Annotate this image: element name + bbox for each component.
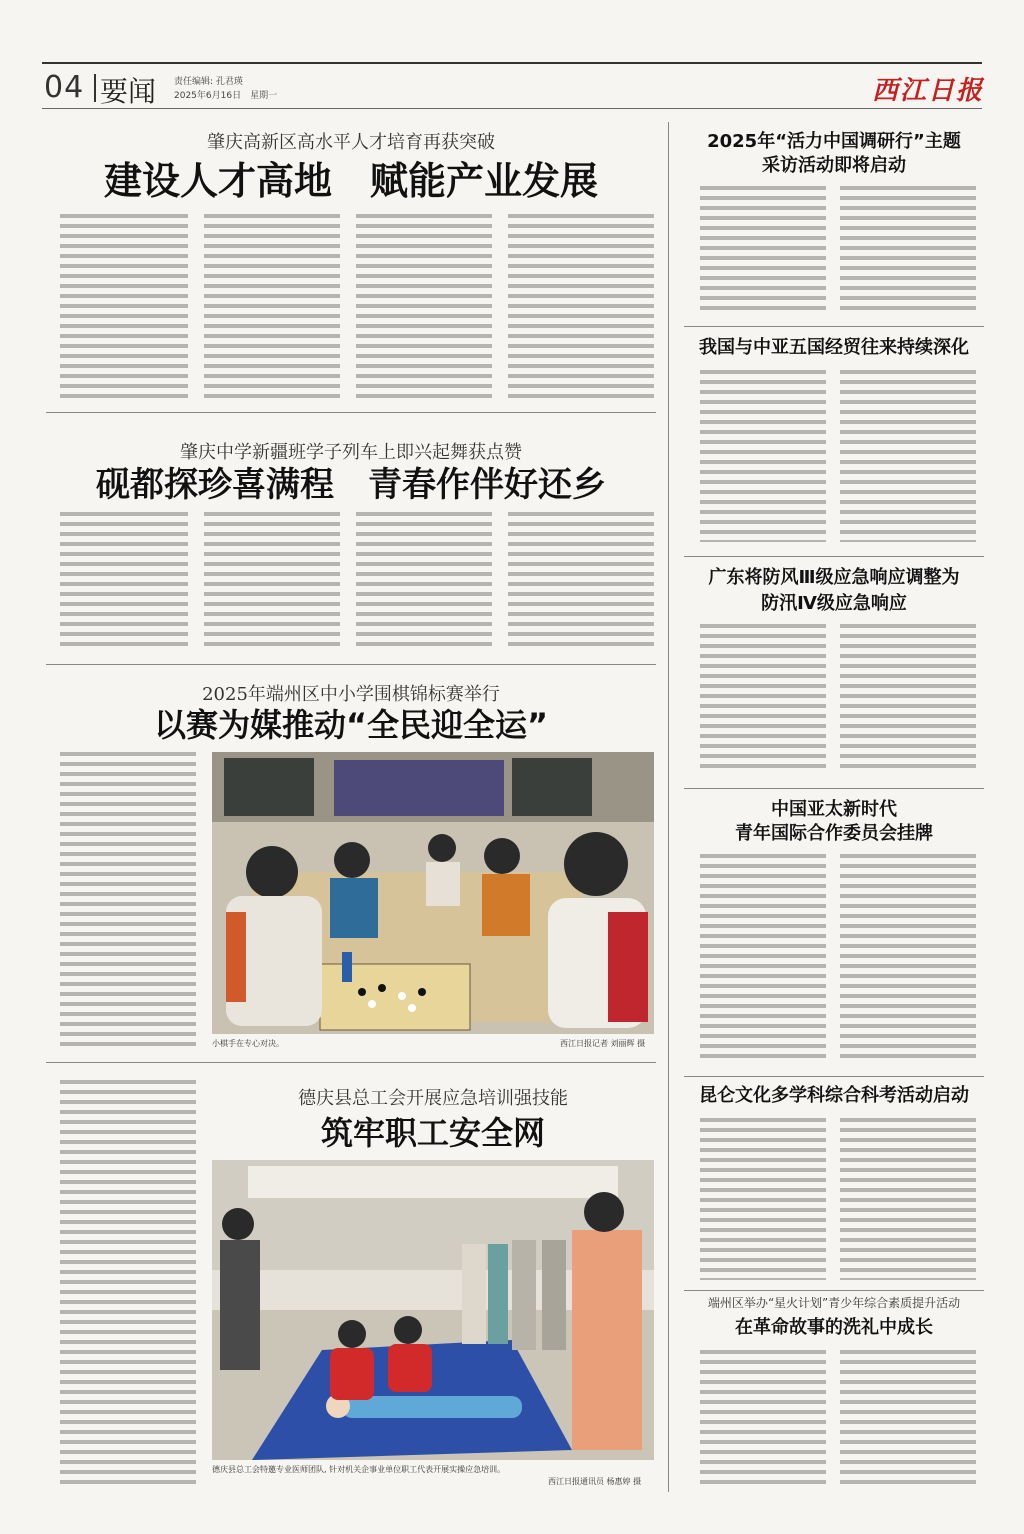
- first-aid-caption: 德庆县总工会特邀专业医师团队, 针对机关企事业单位职工代表开展实操应急培训。: [212, 1465, 506, 1474]
- go-tournament-illustration: [212, 752, 654, 1034]
- story4-headline: 筑牢职工安全网: [320, 1114, 545, 1152]
- right-story1-text-col2: [840, 186, 976, 316]
- right-story6-text-col2: [840, 1350, 976, 1484]
- right-story6-text-col1: [700, 1350, 826, 1484]
- story1-headline: 建设人才高地 赋能产业发展: [103, 159, 598, 203]
- go-photo-caption: 小棋手在专心对决。: [212, 1039, 284, 1048]
- story1-text-col2: [204, 214, 340, 400]
- page-number: 04: [44, 70, 85, 105]
- right-story4-text-col2: [840, 854, 976, 1064]
- story2-headline: 砚都探珍喜满程 青春作伴好还乡: [96, 465, 606, 505]
- story2-kicker: 肇庆中学新疆班学子列车上即兴起舞获点赞: [180, 442, 522, 463]
- divider: [684, 556, 984, 557]
- right-story3-text-col2: [840, 624, 976, 774]
- divider: [684, 788, 984, 789]
- divider: [684, 1076, 984, 1077]
- masthead-logo: 西江日报: [872, 76, 985, 106]
- right-story2-text-col1: [700, 370, 826, 542]
- date-line: 2025年6月16日 星期一: [174, 91, 278, 101]
- story3-kicker: 2025年端州区中小学围棋锦标赛举行: [202, 684, 500, 705]
- right-story6-kicker: 端州区举办“星火计划”青少年综合素质提升活动: [707, 1296, 961, 1310]
- right-story5-headline: 昆仑文化多学科综合科考活动启动: [699, 1085, 969, 1106]
- right-story3-text-col1: [700, 624, 826, 774]
- right-story2-headline: 我国与中亚五国经贸往来持续深化: [699, 337, 969, 358]
- right-story4-headline-line2: 青年国际合作委员会挂牌: [735, 823, 933, 844]
- divider: [684, 326, 984, 327]
- right-story1-headline-line1: 2025年“活力中国调研行”主题: [707, 131, 961, 152]
- first-aid-illustration: [212, 1160, 654, 1460]
- divider: [46, 664, 656, 665]
- right-story2-text-col2: [840, 370, 976, 542]
- story2-text-col1: [60, 512, 188, 652]
- first-aid-training-photo: [212, 1160, 654, 1460]
- editor-line: 责任编辑: 孔君瑛: [174, 77, 243, 87]
- right-story3-headline-line2: 防汛Ⅳ级应急响应: [761, 593, 907, 614]
- story1-text-col3: [356, 214, 492, 400]
- story4-text-col1: [60, 1080, 196, 1484]
- story3-text-col1: [60, 752, 196, 1048]
- story2-text-col2: [204, 512, 340, 652]
- header-rule: [42, 108, 982, 109]
- divider: [684, 1290, 984, 1291]
- story3-headline: 以赛为媒推动“全民迎全运”: [153, 706, 549, 744]
- right-story4-headline-line1: 中国亚太新时代: [771, 799, 897, 820]
- header-separator: [94, 74, 96, 102]
- go-tournament-photo: [212, 752, 654, 1034]
- divider: [46, 1062, 656, 1063]
- right-story1-headline-line2: 采访活动即将启动: [762, 155, 906, 176]
- story1-text-col1: [60, 214, 188, 400]
- first-aid-credit: 西江日报通讯员 杨惠婷 摄: [548, 1477, 642, 1486]
- section-title: 要闻: [100, 75, 157, 108]
- story2-text-col4: [508, 512, 654, 652]
- right-story4-text-col1: [700, 854, 826, 1064]
- header-top-rule: [42, 62, 982, 64]
- story1-text-col4: [508, 214, 654, 400]
- right-story1-text-col1: [700, 186, 826, 316]
- right-story5-text-col1: [700, 1118, 826, 1280]
- story2-text-col3: [356, 512, 492, 652]
- column-divider: [668, 122, 669, 1492]
- go-photo-credit: 西江日报记者 刘丽辉 摄: [560, 1039, 646, 1048]
- divider: [46, 412, 656, 413]
- right-story5-text-col2: [840, 1118, 976, 1280]
- right-story3-headline-line1: 广东将防风Ⅲ级应急响应调整为: [708, 567, 960, 588]
- story4-kicker: 德庆县总工会开展应急培训强技能: [298, 1088, 568, 1109]
- right-story6-headline: 在革命故事的洗礼中成长: [735, 1317, 933, 1338]
- story1-kicker: 肇庆高新区高水平人才培育再获突破: [207, 132, 495, 153]
